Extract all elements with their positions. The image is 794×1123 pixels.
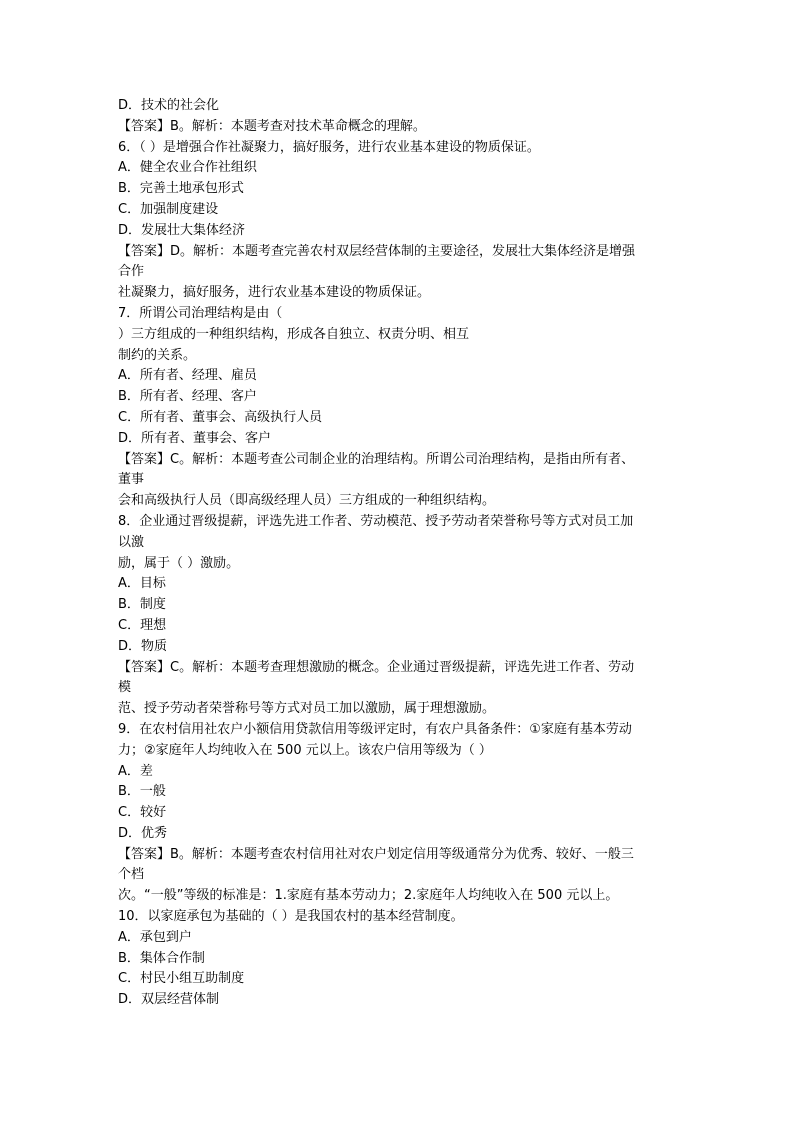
option-a: A．所有者、经理、雇员	[118, 368, 257, 384]
option-c: C．所有者、董事会、高级执行人员	[118, 409, 323, 425]
question-8-cont: 以激	[118, 534, 145, 550]
answer-line: 社凝聚力，搞好服务，进行农业基本建设的物质保证。	[118, 285, 431, 301]
answer-line: 董事	[118, 472, 145, 488]
answer-line: 【答案】C。解析：本题考查公司制企业的治理结构。所谓公司治理结构，是指由所有者、	[118, 451, 635, 467]
answer-line: 【答案】C。解析：本题考查理想激励的概念。企业通过晋级提薪，评选先进工作者、劳动	[118, 659, 635, 675]
option-d: D．所有者、董事会、客户	[118, 430, 272, 446]
option-d: D．优秀	[118, 825, 168, 841]
option-d: D．发展壮大集体经济	[118, 222, 246, 238]
question-8: 8．企业通过晋级提薪，评选先进工作者、劳动模范、授予劳动者荣誉称号等方式对员工加	[118, 513, 634, 529]
document-page	[118, 96, 684, 1011]
answer-line: 会和高级执行人员（即高级经理人员）三方组成的一种组织结构。	[118, 493, 496, 509]
question-9: 9．在农村信用社农户小额信用贷款信用等级评定时，有农户具备条件：①家庭有基本劳动	[118, 721, 632, 737]
question-8-cont: 励，属于（ ）激励。	[118, 555, 240, 571]
option-b: B．集体合作制	[118, 950, 205, 966]
option-a: A．目标	[118, 576, 166, 592]
question-10: 10．以家庭承包为基础的（ ）是我国农村的基本经营制度。	[118, 909, 464, 925]
answer-line: 合作	[118, 264, 145, 280]
option-a: A．承包到户	[118, 929, 192, 945]
answer-line: 个档	[118, 867, 145, 883]
question-7: 7．所谓公司治理结构是由（	[118, 305, 283, 321]
question-7-cont: ）三方组成的一种组织结构，形成各自独立、权责分明、相互	[118, 326, 470, 342]
option-b: B．一般	[118, 784, 166, 800]
answer-line: 次。“一般”等级的标准是：1.家庭有基本劳动力；2.家庭年人均纯收入在 500 元以上。	[118, 888, 619, 904]
answer-line: 模	[118, 680, 132, 696]
option-b: B．完善土地承包形式	[118, 181, 244, 197]
answer-line: 【答案】B。解析：本题考查对技术革命概念的理解。	[118, 118, 426, 134]
option-d: D．双层经营体制	[118, 992, 220, 1008]
answer-line: 【答案】B。解析：本题考查农村信用社对农户划定信用等级通常分为优秀、较好、一般三	[118, 846, 634, 862]
answer-line: 【答案】D。解析：本题考查完善农村双层经营体制的主要途径，发展壮大集体经济是增强	[118, 243, 636, 259]
option-c: C．加强制度建设	[118, 201, 219, 217]
question-6: 6．（ ）是增强合作社凝聚力，搞好服务，进行农业基本建设的物质保证。	[118, 139, 540, 155]
question-9-cont: 力；②家庭年人均纯收入在 500 元以上。该农户信用等级为（ ）	[118, 742, 492, 758]
option-a: A．健全农业合作社组织	[118, 160, 257, 176]
text-line: D．技术的社会化	[118, 98, 220, 113]
question-7-cont: 制约的关系。	[118, 347, 197, 363]
option-d: D．物质	[118, 638, 168, 654]
option-c: C．理想	[118, 617, 167, 633]
option-c: C．较好	[118, 805, 167, 821]
answer-line: 范、授予劳动者荣誉称号等方式对员工加以激励，属于理想激励。	[118, 701, 496, 717]
option-a: A．差	[118, 763, 153, 779]
option-b: B．制度	[118, 597, 166, 613]
option-c: C．村民小组互助制度	[118, 971, 245, 987]
option-b: B．所有者、经理、客户	[118, 389, 257, 405]
